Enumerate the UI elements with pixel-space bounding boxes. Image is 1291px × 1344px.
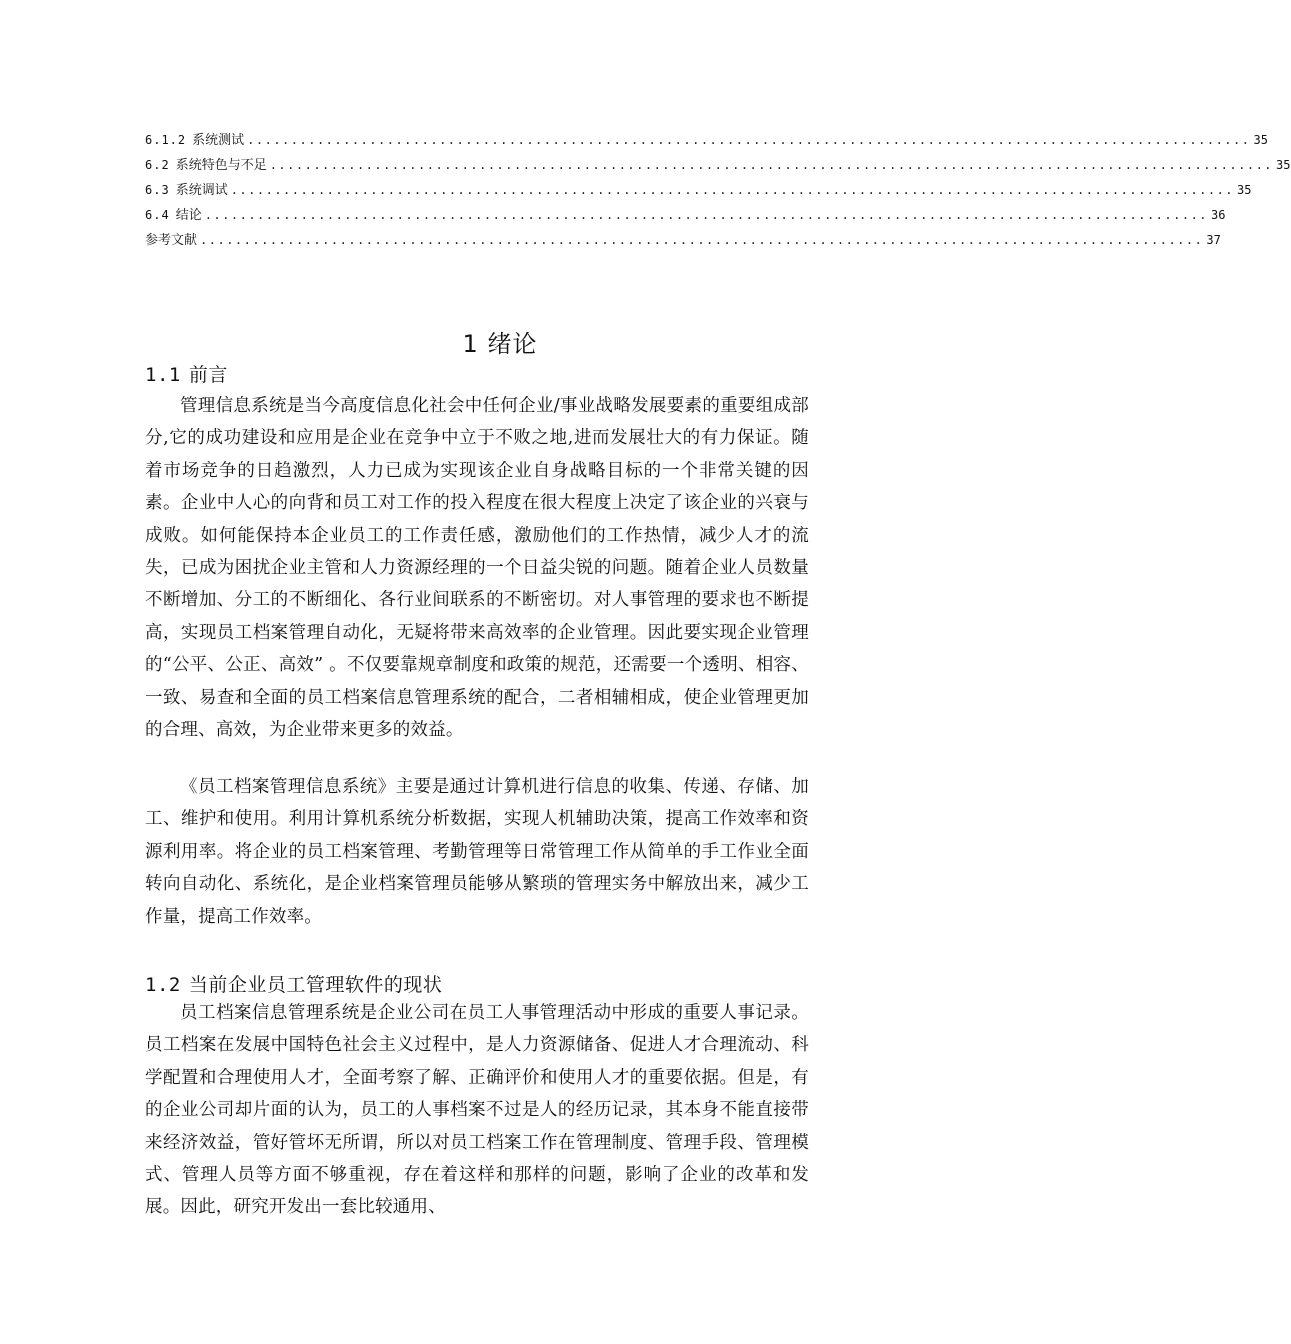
paragraph: 员工档案信息管理系统是企业公司在员工人事管理活动中形成的重要人事记录。员工档案在发展中国特色社会主义过程中，是人力资源储备、促进人才合理流动、科学配置和合理使用人才，全面考察了解、正确评价和使用人才的重要依据。但是，有的企业公司却片面的认为，员工的人事档案不过是人的经历记录，其本身不能直接带来经济效益，管好管坏无所谓，所以对员工档案工作在管理制度、管理手段、管理模式、管理人员等方面不够重视，存在着这样和那样的问题，影响了企业的改革和发展。因此，研究开发出一套比较通用、: [145, 1003, 809, 1218]
toc-entry[interactable]: [145, 128, 1268, 153]
toc-entry-number: 6.1.2: [145, 133, 187, 147]
toc-leader-dots: ...................................................................................................................: [269, 158, 1274, 172]
toc-entry-title: 系统测试: [192, 133, 245, 148]
toc-entry-title: 系统调试: [175, 183, 228, 198]
toc-entry-number: 6.2: [145, 158, 170, 172]
toc-entry[interactable]: [145, 178, 1252, 203]
toc-leader-dots: ...................................................................................................................: [204, 208, 1209, 222]
section-heading: [145, 970, 442, 997]
toc-entry-page: 35: [1237, 183, 1252, 197]
toc-leader-dots: ...................................................................................................................: [230, 183, 1235, 197]
toc-entry-page: 35: [1253, 133, 1268, 147]
toc-entry[interactable]: [145, 228, 1221, 253]
toc-entry-page: 36: [1211, 208, 1226, 222]
section-heading: [145, 360, 228, 387]
chapter-title: 1 绪论: [462, 330, 538, 358]
toc-leader-dots: ...................................................................................................................: [200, 233, 1204, 247]
paragraph: 《员工档案管理信息系统》主要是通过计算机进行信息的收集、传递、存储、加工、维护和使用。利用计算机系统分析数据，实现人机辅助决策，提高工作效率和资源利用率。将企业的员工档案管理、考勤管理等日常管理工作从简单的手工作业全面转向自动化、系统化，是企业档案管理员能够从繁琐的管理实务中解放出来，减少工作量，提高工作效率。: [145, 777, 809, 927]
toc-entry-number: 6.3: [145, 183, 170, 197]
toc-entry-title: 参考文献: [145, 233, 198, 248]
toc-entry-page: 35: [1276, 158, 1291, 172]
section-title-text: 前言: [188, 364, 228, 386]
section-title-text: 当前企业员工管理软件的现状: [188, 974, 443, 996]
paragraph: 管理信息系统是当今高度信息化社会中任何企业/事业战略发展要素的重要组成部分,它的成功建设和应用是企业在竞争中立于不败之地,进而发展壮大的有力保证。随着市场竞争的日趋激烈，人力已成为实现该企业自身战略目标的一个非常关键的因素。企业中人心的向背和员工对工作的投入程度在很大程度上决定了该企业的兴衰与成败。如何能保持本企业员工的工作责任感，激励他们的工作热情，减少人才的流失，已成为困扰企业主管和人力资源经理的一个日益尖锐的问题。随着企业人员数量不断增加、分工的不断细化、各行业间联系的不断密切。对人事管理的要求也不断提高，实现员工档案管理自动化，无疑将带来高效率的企业管理。因此要实现企业管理的“公平、公正、高效” 。不仅要靠规章制度和政策的规范，还需要一个透明、相容、一致、易查和全面的员工档案信息管理系统的配合，二者相辅相成，使企业管理更加的合理、高效，为企业带来更多的效益。: [145, 396, 809, 741]
toc-entry-title: 结论: [175, 208, 202, 223]
section-number: 1.1: [145, 364, 181, 386]
toc-entry[interactable]: [145, 153, 1291, 178]
toc-entry-number: 6.4: [145, 208, 170, 222]
toc-entry-title: 系统特色与不足: [175, 158, 267, 173]
toc-leader-dots: ...................................................................................................................: [247, 133, 1251, 147]
toc-entry-page: 37: [1206, 233, 1221, 247]
toc-entry[interactable]: [145, 203, 1226, 228]
table-of-contents: [145, 128, 1291, 253]
section-number: 1.2: [145, 974, 181, 996]
